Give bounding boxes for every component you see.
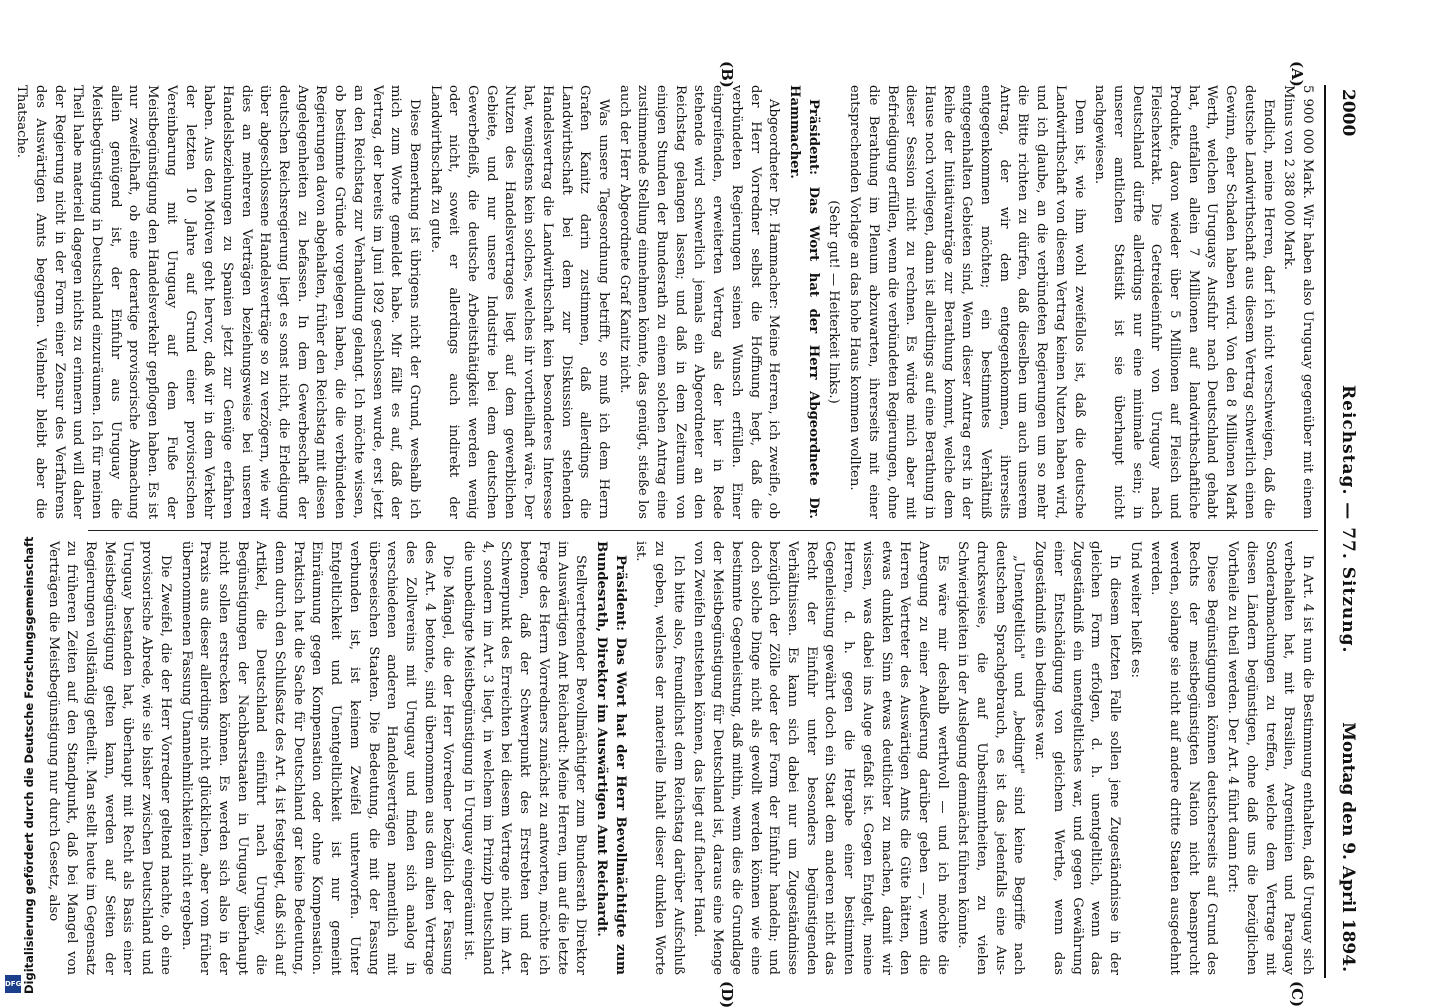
quotation: In diesem letzten Falle sollen jene Zugeständnisse in der gleichen Form erfolgen, d. h. unentgeltlich, wenn das Zugeständniß ein unentgeltliches war, und gegen Gewährung einer Entschädigung von gleichem Werthe, wenn das Zugeständniß ein bedingtes war. (1032, 541, 1122, 975)
interjection: (Sehr gut! — Heiterkeit links.) (826, 200, 842, 404)
speaker-line: Präsident: Das Wort hat der Herr Abgeordnete Dr. Hammacher. (787, 85, 821, 519)
right-column (41, 541, 1316, 975)
page-number: 2000 (1338, 89, 1358, 137)
paragraph: Endlich, meine Herren, darf ich nicht verschweigen, daß die deutsche Landwirthschaft aus diesem Vertrag schwerlich einen Gewinn, eher Schaden haben wird. Von den 8 Millionen Mark Werth, welchen Uruguays Ausfuhr nach Deutschland gehabt hat, entfallen allein 7 Millionen auf landwirthschaftliche Produkte, davon wieder über 5 Millionen auf Fleisch und Fleischextrakt. Die Getreideeinfuhr von Uruguay nach Deutschland dürfte allerdings nur eine minimale sein; in unserer amtlichen Statistik ist sie überhaupt nicht nachgewiesen. (1092, 85, 1276, 519)
paragraph: Was unsere Tagesordnung betrifft, so muß ich dem Herrn Grafen Kanitz darin zustimmen, daß allerdings die Landwirthschaft bei dem zur Diskussion stehenden Handelsvertrag die Landwirthschaft kein besonderes Interesse hat, wenigstens kein solches, welches ihr vortheilhaft wäre. Der Nutzen des Handelsvertrages liegt auf dem gewerblichen Gebiete, und nur unsere Industrie bei dem deutschen Gewerbefleiß, die deutsche Arbeitsthätigkeit werden wenig oder nicht, soweit er allerdings auch indirekt der Landwirthschaft zu gute. (427, 85, 611, 519)
paragraph: Denn ist, wie ihm wohl zweifellos ist, daß die deutsche Landwirthschaft von diesem Vertrag keinen Nutzen haben wird, und ich glaube, an die verbündeten Regierungen um so mehr die Bitte richten zu dürfen, daß dieselben um auch unserem Antrag, der wir dem entgegenkommen, ihrerseits entgegenkommen möchten; ein bestimmtes Verhältniß entgegenhalten Gebieten sind, Wenn dieser Antrag erst in der Reihe der Initiativanträge zur Berathung kommt, welche dem Hause noch vorliegen, dann ist allerdings auf eine Berathung in dieser Session nicht zu rechnen. Es würde mich aber mit Befriedigung erfüllen, wenn die verbündeten Regierungen, ohne die Berathung im Plenum abzuwarten, ihrerseits mit einer entsprechenden Vorlage an das hohe Haus kommen wollten. (847, 85, 1087, 519)
column-divider (88, 530, 1318, 531)
paragraph: In Art. 4 ist nun die Bestimmung enthalten, daß Uruguay sich verbehalten hat, mit Brasilien, Argentinien und Paraguay Sonderabmachungen zu treffen, welche dem Vertrage mit diesen Ländern begünstigen, ohne daß uns die bezüglichen Vortheile zu theil werden. Der Art. 4 führt dann fort: (1225, 541, 1315, 975)
digitization-note: Digitalisierung gefördert durch die Deutsche Forschungsgemeinschaft (22, 536, 36, 994)
margin-mark-b: (B) (718, 61, 736, 88)
speaker-line: Präsident: Das Wort hat der Herr Bevollmächtigte zum Bundesrath, Direktor im Auswärtigen Amt Reichardt. (593, 541, 628, 975)
paragraph: Und weiter heißt es: (1127, 541, 1143, 678)
left-column (9, 85, 1316, 519)
margin-mark-a: (A) (1288, 61, 1306, 87)
paragraph: Ich bitte also, freundlichst dem Reichstag darüber Aufschluß zu geben, welches der materielle Inhalt dieser dunklen Worte ist. (633, 541, 686, 975)
paragraph: Die Mängel, die der Herr Vorredner bezüglich der Fassung des Art. 4 betonte, sind übernommen aus dem alten Vertrage des Zollvereins mit Uruguay und finden sich analog in verschiedenen anderen Handelsverträgen namentlich mit überseeischen Staaten. Die Bedeutung, die mit der Fassung verbunden ist, ist keinem Zweifel unterworfen. Unter Entgeltlichkeit und Unentgeltlichkeit ist nur gemeint Einräumung gegen Kompensation oder ohne Kompensation. Praktisch hat die Sache für Deutschland gar keine Bedeutung, denn durch den Schlußsatz des Art. 4 ist festgelegt, daß sich auf Artikel, die Deutschland einführt nach Uruguay, die Begünstigungen der Nachbarstaaten in Uruguay überhaupt nicht sollen erstrecken können. Es werden sich also in der Praxis aus dieser allerdings nicht glücklichen, aber vom früher übernommenen Fassung Unannehmlichkeiten nicht ergeben. (178, 541, 456, 975)
paragraph: Stellvertretender Bevollmächtigter zum Bundesrath Direktor im Auswärtigen Amt Reichardt: Meine Herren, um auf die letzte Frage des Herrn Vorredners zunächst zu antworten, möchte ich betonen, daß der Schwerpunkt des Erstrebten und der Schwerpunkt des Erreichten bei diesem Vertrage nicht im Art. 4, sondern im Art. 3 liegt, in welchem im Prinzip Deutschland die unbedingte Meistbegünstigung in Uruguay eingeräumt ist. (461, 541, 589, 975)
page-header (1324, 85, 1366, 978)
paragraph: „Unentgeltlich" und „bedingt" sind keine Begriffe nach deutschem Sprachgebrauch, es ist das jedenfalls eine Ausdrucksweise, die auf Unbestimmtheiten, zu vielen Schwierigkeiten in der Auslegung demnächst führen könnte. (955, 541, 1027, 975)
margin-mark-c: (C) (1288, 981, 1306, 1008)
paragraph: Diese Bemerkung ist übrigens nicht der Grund, weshalb ich mich zum Worte gemeldet habe. Mir fällt es auf, daß der Vertrag, der bereits im Juni 1892 geschlossen wurde, erst jetzt an den Reichstag zur Verhandlung gelangt. Ich möchte wissen, ob bestimmte Gründe vorgelegen haben, die die verbündeten Regierungen davon abgehalten, früher den Reichstag mit diesen Angelegenheiten zu befassen. In dem Gewerbeschaft der deutschen Reichsregierung liegt es sonst nicht, die Erledigung über abgeschlossene Handelsverträge so zu verzögern, wie wir dies an mehreren Verträgen beziehungsweise bei unseren Handelsbeziehungen zu Spanien jetzt zur Genüge erfahren haben. Aus den Motiven geht hervor, daß wir in dem Verkehr der letzten 10 Jahre auf Grund einer provisorischen Vereinbarung mit Uruguay auf dem Fuße der Meistbegünstigung den Handelsverkehr gepflogen haben. Es ist nur zweifelhaft, ob eine derartige provisorische Abmachung allein genügend ist, der Einfuhr aus Uruguay die Meistbegünstigung in Deutschland einzuräumen. Ich für meinen Theil habe materiell dagegen nichts zu erinnern und will daher der Regierung nicht in der Form einer Zensur des Verfahrens des Auswärtigen Amts begegnen. Vielmehr bleibt aber die Thatsache. (14, 85, 422, 519)
paragraph: Die Zweifel, die der Herr Vorredner geltend machte, ob eine provisorische Abrede, wie sie bisher zwischen Deutschland und Uruguay bestanden hat, überhaupt mit Recht als Basis einer Meistbegünstigung gelten kann, werden auf Seiten der Regierungen vollständig getheilt. Man stellt heute im Gegensatz zu früheren Zeiten auf den Standpunkt, daß bei Mangel von Verträgen die Meistbegünstigung nur durch Gesetz, also (45, 541, 173, 975)
quotation: Diese Begünstigungen können deutscherseits auf Grund des Rechts der meistbegünstigten Nation nicht beansprucht werden, solange sie nicht auf andere dritte Staaten ausgedehnt werden. (1148, 541, 1220, 975)
paragraph: 5 900 000 Mark. Wir haben also Uruguay gegenüber mit einem Minus von 2 388 000 Mark. (1281, 85, 1315, 519)
page-date: Montag den 9. April 1894. (1338, 722, 1358, 972)
dfg-logo: DFG (5, 975, 21, 993)
paragraph: Abgeordneter Dr. Hammacher: Meine Herren, ich zweifle, ob der Herr Vorredner selbst die Hoffnung hegt, daß die verbündeten Regierungen seinen Wunsch erfüllen. Einer eingreifenden, erweiterten Vertrag als der hier in Rede stehende wird schwerlich jemals ein Abgeordneter an den Reichstag gelangen lassen; und daß in dem Zeitraum von einigen Stunden der Bundesrath zu einem solchen Antrag eine zustimmende Stellung einnehmen könnte, das genügt, stieße los auch der Herr Abgeordnete Graf Kanitz nicht. (616, 85, 782, 519)
paragraph: Es wäre mir deshalb werthvoll — und ich möchte die Anregung zu einer Aeußerung darüber geben —, wenn die Herren Vertreter des Auswärtigen Amts die Güte hätten, den etwas dunklen Sinn etwas deutlicher zu machen, damit wir wissen, was dabei ins Auge gefaßt ist. Gegen Entgelt, meine Herren, d. h. gegen die Hergabe einer bestimmten Gegenleistung gewährt doch ein Staat dem anderen nicht das Recht der Einfuhr unter besonders begünstigenden Verhältnissen. Es kann sich dabei nur um Zugeständnisse bezüglich der Zölle oder der Form der Einfuhr handeln; und doch solche Dinge nicht als gewollt werden können wie eine bestimmte Gegenleistung, daß mithin, wenn dies die Grundlage der Meistbegünstigung für Deutschland ist, daraus eine Menge von Zweifeln entstehen können, das liegt auf flacher Hand. (691, 541, 950, 975)
margin-mark-d: (D) (718, 981, 736, 1008)
page-title: Reichstag. — 77. Sitzung. (1338, 385, 1358, 654)
